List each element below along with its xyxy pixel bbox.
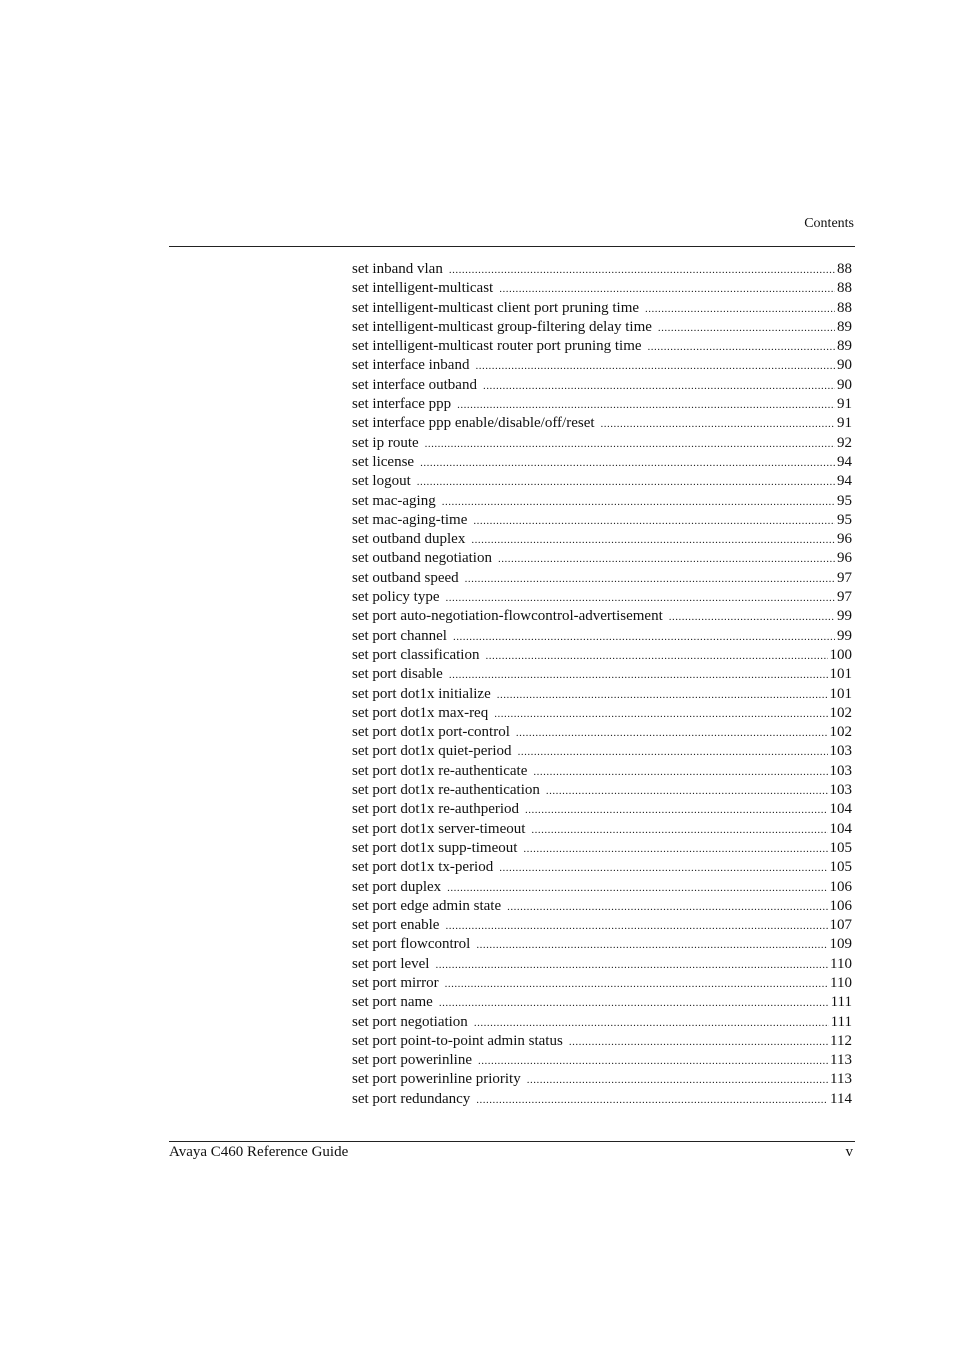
toc-entry-page: 102 xyxy=(829,704,852,721)
toc-entry-title: set port dot1x server-timeout xyxy=(352,820,526,837)
toc-entry-title: set port mirror xyxy=(352,974,439,991)
toc-entry[interactable] xyxy=(352,781,852,800)
toc-entry-page: 88 xyxy=(837,261,852,277)
toc-entry[interactable] xyxy=(352,646,852,665)
toc-dot-leader xyxy=(457,396,835,415)
toc-dot-leader xyxy=(425,435,835,454)
toc-dot-leader xyxy=(518,743,828,762)
toc-dot-leader xyxy=(471,531,835,550)
toc-entry-title: set mac-aging xyxy=(352,492,436,509)
toc-entry[interactable] xyxy=(352,1051,852,1070)
toc-entry-title: set port point-to-point admin status xyxy=(352,1032,563,1049)
toc-dot-leader xyxy=(445,917,827,936)
toc-entry[interactable] xyxy=(352,1032,852,1051)
toc-dot-leader xyxy=(476,936,827,955)
toc-entry[interactable] xyxy=(352,395,852,414)
toc-dot-leader xyxy=(475,357,835,376)
toc-dot-leader xyxy=(546,782,828,801)
toc-entry[interactable] xyxy=(352,762,852,781)
toc-entry-page: 114 xyxy=(830,1090,852,1107)
toc-dot-leader xyxy=(435,956,828,975)
toc-dot-leader xyxy=(474,1014,829,1033)
toc-entry-page: 103 xyxy=(829,762,852,779)
toc-dot-leader xyxy=(478,1052,828,1071)
toc-entry[interactable] xyxy=(352,858,852,877)
toc-entry-title: set ip route xyxy=(352,434,419,451)
toc-entry-page: 90 xyxy=(837,376,852,393)
toc-entry-title: set outband duplex xyxy=(352,531,466,548)
toc-dot-leader xyxy=(445,975,828,994)
toc-entry-page: 110 xyxy=(830,974,852,991)
toc-entry-title: set port dot1x re-authentication xyxy=(352,782,540,799)
toc-entry-page: 103 xyxy=(829,782,852,799)
toc-entry-page: 99 xyxy=(837,608,852,625)
toc-entry-title: set port disable xyxy=(352,666,443,683)
toc-entry[interactable] xyxy=(352,723,852,742)
toc-entry[interactable] xyxy=(352,993,852,1012)
toc-dot-leader xyxy=(439,994,829,1013)
toc-dot-leader xyxy=(499,280,835,299)
toc-entry[interactable] xyxy=(352,299,852,318)
table-of-contents xyxy=(352,260,852,1109)
toc-entry-page: 105 xyxy=(829,839,852,856)
toc-entry[interactable] xyxy=(352,260,852,279)
toc-entry[interactable] xyxy=(352,1070,852,1089)
toc-entry-title: set intelligent-multicast client port pruning time xyxy=(352,299,640,316)
toc-entry-title: set port redundancy xyxy=(352,1090,471,1107)
toc-dot-leader xyxy=(445,589,835,608)
toc-entry-title: set port negotiation xyxy=(352,1013,468,1030)
toc-dot-leader xyxy=(645,300,835,319)
toc-entry-title: set interface ppp xyxy=(352,396,452,413)
toc-entry-title: set policy type xyxy=(352,589,440,606)
toc-entry-page: 109 xyxy=(829,936,852,953)
toc-dot-leader xyxy=(449,261,835,280)
toc-entry[interactable] xyxy=(352,955,852,974)
toc-entry[interactable] xyxy=(352,627,852,646)
toc-entry[interactable] xyxy=(352,665,852,684)
footer-page-number: v xyxy=(845,1144,853,1160)
toc-entry-title: set port name xyxy=(352,994,433,1011)
toc-dot-leader xyxy=(507,898,827,917)
toc-entry-title: set intelligent-multicast xyxy=(352,280,494,297)
toc-dot-leader xyxy=(420,454,835,473)
toc-entry-title: set port auto-negotiation-flowcontrol-advertisement xyxy=(352,608,663,625)
toc-entry-title: set interface inband xyxy=(352,357,470,374)
toc-entry-page: 94 xyxy=(837,453,852,470)
toc-entry-page: 105 xyxy=(829,859,852,876)
toc-dot-leader xyxy=(483,377,835,396)
toc-entry[interactable] xyxy=(352,1013,852,1032)
toc-entry-title: set outband negotiation xyxy=(352,550,492,567)
toc-entry-title: set port channel xyxy=(352,627,447,644)
toc-entry-page: 111 xyxy=(830,994,852,1011)
toc-dot-leader xyxy=(648,338,835,357)
toc-dot-leader xyxy=(465,570,835,589)
toc-entry-page: 104 xyxy=(829,820,852,837)
toc-entry[interactable] xyxy=(352,549,852,568)
toc-entry-title: set intelligent-multicast router port pruning time xyxy=(352,338,642,355)
toc-entry-title: set port dot1x port-control xyxy=(352,724,510,741)
toc-entry-title: set inband vlan xyxy=(352,261,443,277)
toc-entry[interactable] xyxy=(352,279,852,298)
toc-dot-leader xyxy=(473,512,835,531)
toc-entry[interactable] xyxy=(352,742,852,761)
toc-entry-page: 88 xyxy=(837,299,852,316)
toc-dot-leader xyxy=(525,801,827,820)
toc-entry[interactable] xyxy=(352,588,852,607)
toc-entry[interactable] xyxy=(352,414,852,433)
toc-entry-page: 99 xyxy=(837,627,852,644)
toc-dot-leader xyxy=(453,628,835,647)
toc-entry[interactable] xyxy=(352,453,852,472)
toc-entry[interactable] xyxy=(352,935,852,954)
toc-dot-leader xyxy=(417,473,835,492)
toc-entry[interactable] xyxy=(352,916,852,935)
toc-dot-leader xyxy=(498,550,835,569)
toc-entry-title: set port dot1x initialize xyxy=(352,685,491,702)
toc-dot-leader xyxy=(476,1091,828,1110)
toc-dot-leader xyxy=(494,705,827,724)
toc-entry-title: set outband speed xyxy=(352,569,459,586)
toc-dot-leader xyxy=(485,647,827,666)
toc-entry-page: 95 xyxy=(837,511,852,528)
toc-entry-title: set port dot1x supp-timeout xyxy=(352,839,518,856)
toc-entry-page: 89 xyxy=(837,338,852,355)
toc-entry-title: set logout xyxy=(352,473,411,490)
toc-entry-page: 94 xyxy=(837,473,852,490)
toc-entry-title: set interface outband xyxy=(352,376,477,393)
toc-entry-title: set interface ppp enable/disable/off/reset xyxy=(352,415,595,432)
toc-entry[interactable] xyxy=(352,511,852,530)
toc-entry-title: set port classification xyxy=(352,646,480,663)
toc-entry-page: 103 xyxy=(829,743,852,760)
toc-entry-title: set port duplex xyxy=(352,878,442,895)
toc-entry[interactable] xyxy=(352,897,852,916)
toc-entry-page: 104 xyxy=(829,801,852,818)
toc-dot-leader xyxy=(601,415,835,434)
toc-entry[interactable] xyxy=(352,685,852,704)
toc-entry-title: set port dot1x re-authperiod xyxy=(352,801,520,818)
toc-entry[interactable] xyxy=(352,820,852,839)
toc-dot-leader xyxy=(516,724,828,743)
toc-entry-page: 111 xyxy=(830,1013,852,1030)
toc-entry[interactable] xyxy=(352,318,852,337)
toc-dot-leader xyxy=(527,1071,828,1090)
toc-dot-leader xyxy=(497,686,828,705)
toc-entry[interactable] xyxy=(352,376,852,395)
toc-dot-leader xyxy=(669,608,835,627)
toc-entry-title: set port dot1x re-authenticate xyxy=(352,762,528,779)
toc-entry[interactable] xyxy=(352,356,852,375)
toc-entry-page: 106 xyxy=(829,878,852,895)
toc-entry-page: 101 xyxy=(829,666,852,683)
toc-entry[interactable] xyxy=(352,704,852,723)
toc-entry-page: 102 xyxy=(829,724,852,741)
toc-dot-leader xyxy=(523,840,827,859)
toc-entry-page: 89 xyxy=(837,318,852,335)
toc-entry-title: set mac-aging-time xyxy=(352,511,468,528)
toc-entry[interactable] xyxy=(352,434,852,453)
toc-entry[interactable] xyxy=(352,530,852,549)
toc-entry[interactable] xyxy=(352,1090,852,1109)
toc-entry-page: 97 xyxy=(837,569,852,586)
toc-entry-page: 97 xyxy=(837,589,852,606)
footer-rule xyxy=(169,1141,855,1142)
toc-entry[interactable] xyxy=(352,878,852,897)
toc-entry-title: set port dot1x tx-period xyxy=(352,859,494,876)
toc-entry-title: set intelligent-multicast group-filtering delay time xyxy=(352,318,652,335)
toc-entry-page: 112 xyxy=(830,1032,852,1049)
toc-entry-title: set port enable xyxy=(352,917,440,934)
toc-dot-leader xyxy=(658,319,835,338)
toc-entry-page: 91 xyxy=(837,396,852,413)
toc-entry[interactable] xyxy=(352,974,852,993)
toc-entry-page: 107 xyxy=(829,917,852,934)
toc-entry-title: set port dot1x max-req xyxy=(352,704,489,721)
header-rule xyxy=(169,246,855,247)
toc-entry-page: 101 xyxy=(829,685,852,702)
running-header: Contents xyxy=(804,216,854,231)
toc-entry[interactable] xyxy=(352,607,852,626)
toc-dot-leader xyxy=(533,763,827,782)
toc-entry[interactable] xyxy=(352,839,852,858)
toc-entry-page: 95 xyxy=(837,492,852,509)
toc-entry-page: 96 xyxy=(837,531,852,548)
toc-entry-page: 92 xyxy=(837,434,852,451)
toc-entry-title: set port powerinline xyxy=(352,1052,472,1069)
toc-entry-title: set license xyxy=(352,453,415,470)
toc-dot-leader xyxy=(531,821,827,840)
toc-dot-leader xyxy=(449,666,828,685)
toc-entry-title: set port edge admin state xyxy=(352,897,502,914)
toc-entry-page: 90 xyxy=(837,357,852,374)
toc-entry-page: 110 xyxy=(830,955,852,972)
toc-entry-title: set port level xyxy=(352,955,430,972)
toc-entry-page: 106 xyxy=(829,897,852,914)
toc-entry[interactable] xyxy=(352,569,852,588)
toc-entry-page: 113 xyxy=(830,1071,852,1088)
toc-entry-title: set port dot1x quiet-period xyxy=(352,743,512,760)
toc-dot-leader xyxy=(569,1033,828,1052)
toc-dot-leader xyxy=(447,879,827,898)
toc-entry[interactable] xyxy=(352,337,852,356)
toc-entry-title: set port powerinline priority xyxy=(352,1071,521,1088)
toc-entry-page: 96 xyxy=(837,550,852,567)
toc-entry[interactable] xyxy=(352,492,852,511)
toc-dot-leader xyxy=(442,493,835,512)
toc-entry-page: 100 xyxy=(829,646,852,663)
toc-entry-page: 113 xyxy=(830,1052,852,1069)
toc-dot-leader xyxy=(499,859,827,878)
toc-entry-title: set port flowcontrol xyxy=(352,936,471,953)
toc-entry-page: 88 xyxy=(837,280,852,297)
footer-title: Avaya C460 Reference Guide xyxy=(169,1144,349,1160)
toc-entry-page: 91 xyxy=(837,415,852,432)
toc-entry[interactable] xyxy=(352,472,852,491)
toc-entry[interactable] xyxy=(352,800,852,819)
